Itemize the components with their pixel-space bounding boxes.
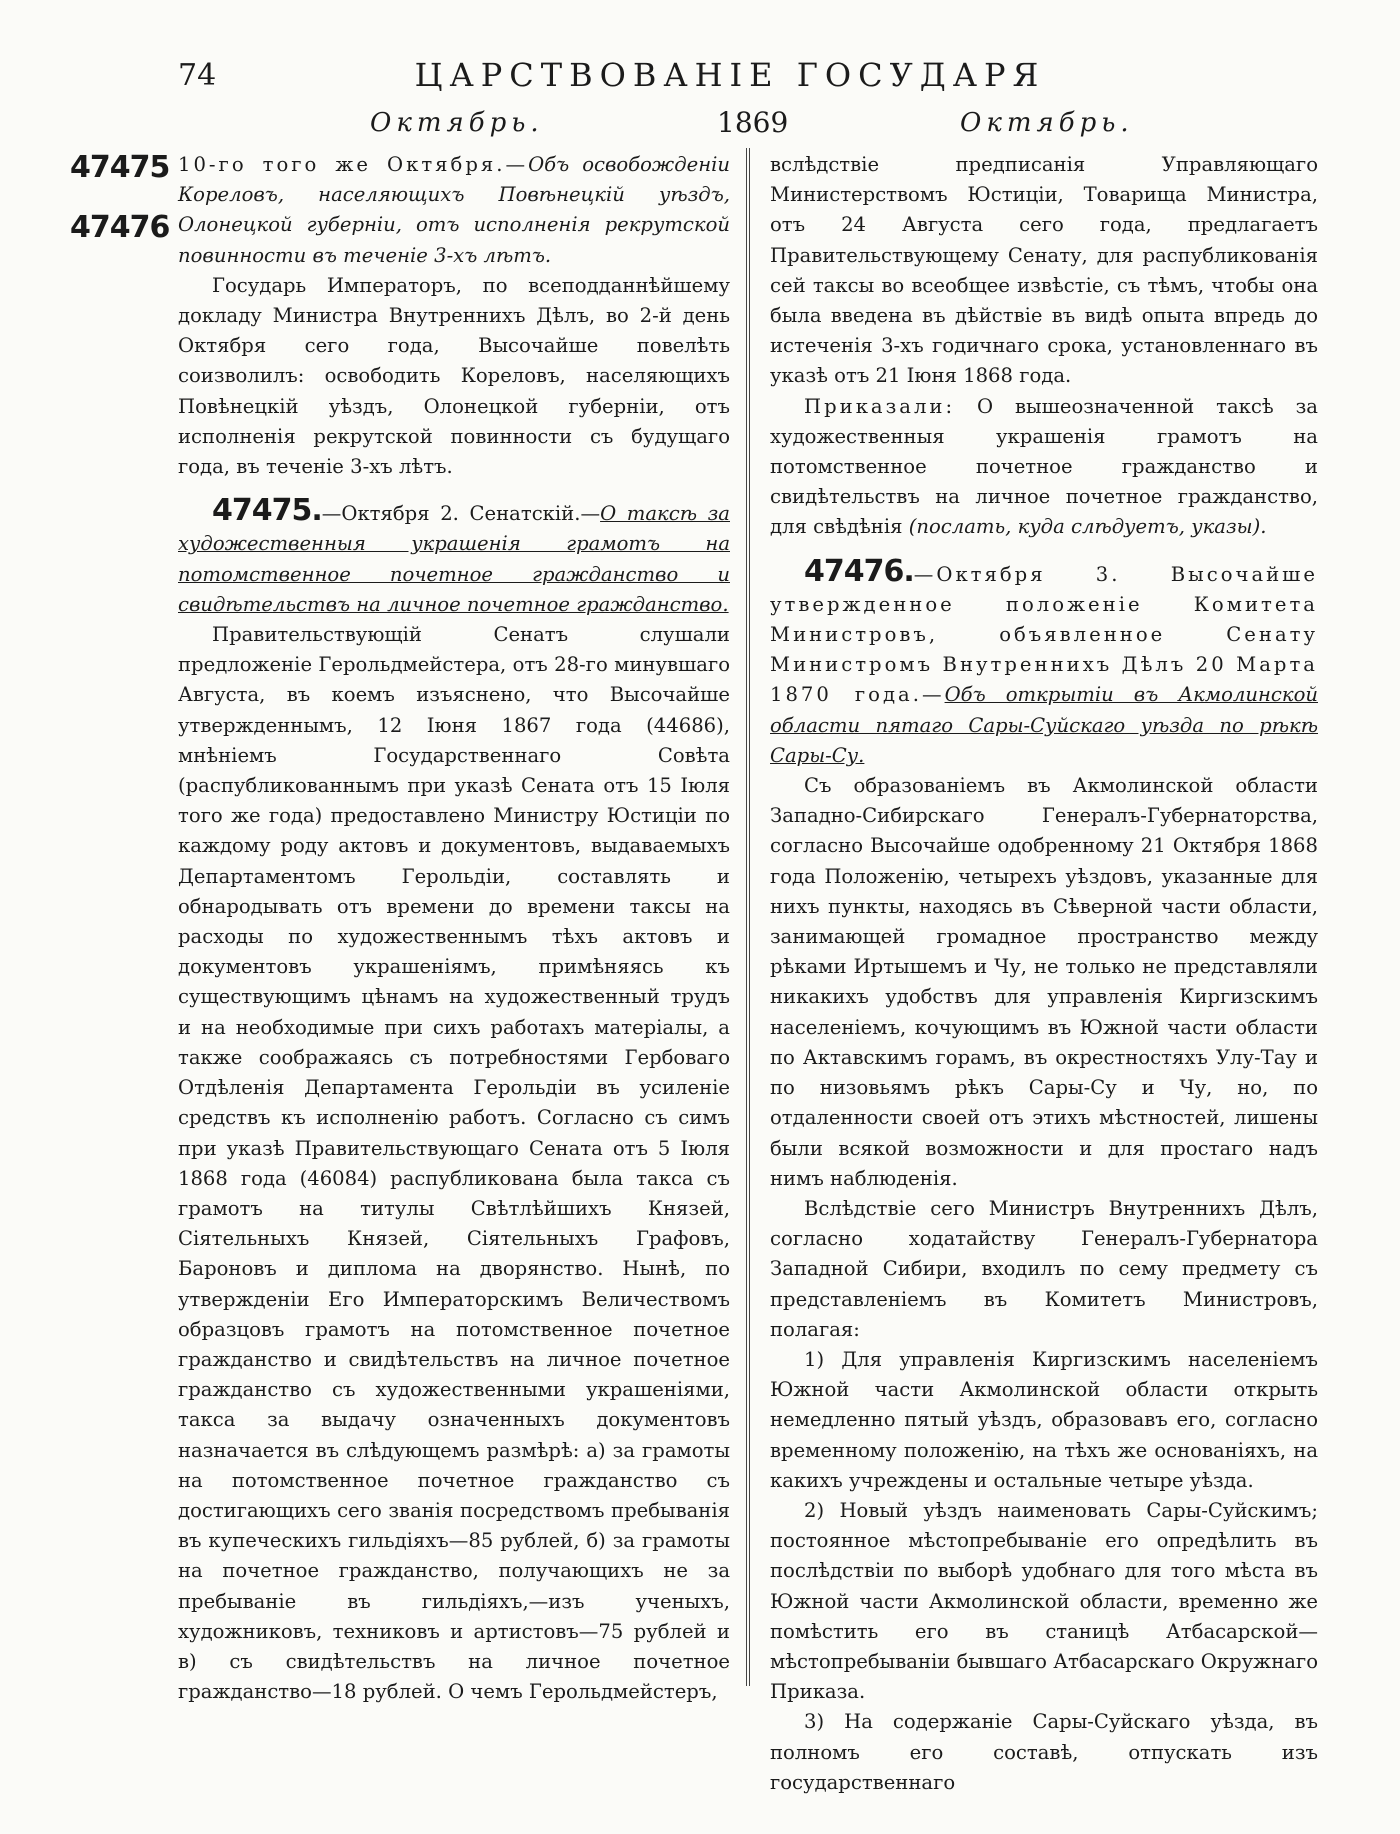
entry-body: 3) На содержаніе Сары-Суйскаго уѣзда, въ полномъ его составѣ, отпускать изъ государственнаго: [770, 1710, 1318, 1794]
entry-title: [178, 150, 730, 271]
margin-law-number: 47476: [70, 210, 170, 245]
entry-subject: Объ открытіи въ Акмолинской области пятаго Сары-Суйскаго уѣзда по рѣкѣ Сары-Су.: [770, 683, 1318, 767]
order-text: О вышеозначенной таксѣ за художественныя украшенія грамотъ на потомственное почетное гражданство и свидѣтельствъ на личное почетное гражданство, для свѣдѣнія: [770, 394, 1318, 539]
entry-body: Вслѣдствіе сего Министръ Внутреннихъ Дѣлъ, согласно ходатайству Генералъ-Губернатора Западной Сибири, входилъ по сему предмету съ представленіемъ въ Комитетъ Министровъ, полагая:: [770, 1196, 1318, 1341]
margin-law-number: 47475: [70, 150, 170, 185]
entry-date: —Октября 3. Высочайше утвержденное положеніе Комитета Министровъ, объявленное Сенату Министромъ Внутреннихъ Дѣлъ 20 Марта 1870 года.—: [770, 562, 1318, 707]
law-number: 47475.: [212, 493, 322, 529]
order-lead: Приказали:: [804, 394, 956, 418]
entry-date: 10-го того же Октября.—: [178, 153, 529, 176]
entry-title: [178, 493, 730, 620]
running-title: ЦАРСТВОВАНІЕ ГОСУДАРЯ: [414, 56, 1046, 94]
year: 1869: [717, 106, 789, 139]
order-note: (послать, куда слѣдуетъ, указы).: [908, 515, 1267, 539]
page-number: 74: [178, 58, 217, 93]
column-divider: [746, 148, 750, 1686]
entry-body: вслѣдствіе предписанія Управляющаго Министерствомъ Юстиціи, Товарища Министра, отъ 24 Августа сего года, предлагаетъ Правительствующему Сенату, для распубликованія сей таксы во всеобщее извѣстіе, съ тѣмъ, чтобы она была введена въ дѣйствіе въ видѣ опыта впредь до истеченія 3-хъ годичнаго срока, установленнаго въ указѣ отъ 21 Іюня 1868 года.: [770, 153, 1318, 388]
month-right: Октябрь.: [960, 108, 1134, 138]
law-number: 47476.: [804, 553, 914, 589]
entry-date: —Октября 2. Сенатскій.—: [321, 502, 601, 526]
entry-order: [770, 392, 1318, 543]
entry-subject: О таксѣ за художественныя украшенія грамотъ на потомственное почетное гражданство и свидѣтельствъ на личное почетное гражданство.: [178, 502, 730, 616]
right-column: [770, 150, 1318, 1798]
entry-title: [770, 553, 1318, 771]
left-column: [178, 150, 730, 1707]
entry-body: Правительствующій Сенатъ слушали предложеніе Герольдмейстера, отъ 28-го минувшаго Августа, въ коемъ изъяснено, что Высочайше утвержденнымъ, 12 Іюня 1867 года (44686), мнѣніемъ Государственнаго Совѣта (распубликованнымъ при указѣ Сената отъ 15 Іюля того же года) предоставлено Министру Юстиціи по каждому роду актовъ и документовъ, выдаваемыхъ Департаментомъ Герольдіи, составлять и обнародывать отъ времени до времени таксы на расходы по художественнымъ тѣхъ актовъ и документовъ украшеніямъ, примѣняясь къ существующимъ цѣнамъ на художественный трудъ и на необходимые при сихъ работахъ матеріалы, а также соображаясь съ потребностями Гербоваго Отдѣленія Департамента Герольдіи въ усиленіе средствъ къ исполненію работъ. Согласно съ симъ при указѣ Правительствующаго Сената отъ 5 Іюля 1868 года (46084) распубликована была такса съ грамотъ на титулы Свѣтлѣйшихъ Князей, Сіятельныхъ Князей, Сіятельныхъ Графовъ, Бароновъ и диплома на дворянство. Нынѣ, по утвержденіи Его Императорскимъ Величествомъ образцовъ грамотъ на потомственное почетное гражданство и свидѣтельствъ на личное почетное гражданство съ художественными украшеніями, такса за выдачу означенныхъ документовъ назначается въ слѣдующемъ размѣрѣ: а) за грамоты на потомственное почетное гражданство съ достигающихъ сего званія посредствомъ пребыванія въ купеческихъ гильдіяхъ—85 рублей, б) за грамоты на почетное гражданство, получающихъ не за пребываніе въ гильдіяхъ,—изъ ученыхъ, художниковъ, техниковъ и артистовъ—75 рублей и в) съ свидѣтельствъ на личное почетное гражданство—18 рублей. О чемъ Герольдмейстеръ,: [178, 623, 730, 1704]
entry-body: 1) Для управленія Киргизскимъ населеніемъ Южной части Акмолинской области открыть немедленно пятый уѣздъ, образовавъ его, согласно временному положенію, на тѣхъ же основаніяхъ, на какихъ учреждены и остальные четыре уѣзда.: [770, 1347, 1318, 1492]
entry-body: Съ образованіемъ въ Акмолинской области Западно-Сибирскаго Генералъ-Губернаторства, согласно Высочайше одобренному 21 Октября 1868 года Положенію, четырехъ уѣздовъ, указанные для нихъ пункты, находясь въ Сѣверной части области, занимающей громадное пространство между рѣками Иртышемъ и Чу, не только не представляли никакихъ удобствъ для управленія Киргизскимъ населеніемъ, кочующимъ въ Южной части области по Актавскимъ горамъ, въ окрестностяхъ Улу-Тау и по низовьямъ рѣкъ Сары-Су и Чу, но, по отдаленности своей отъ этихъ мѣстностей, лишены были всякой возможности и для простаго надъ нимъ наблюденія.: [770, 774, 1318, 1190]
entry-subject: Объ освобожденіи Кореловъ, населяющихъ Повѣнецкій уѣздъ, Олонецкой губерніи, отъ исполненія рекрутской повинности въ теченіе 3-хъ лѣтъ.: [178, 153, 730, 267]
month-left: Октябрь.: [370, 108, 544, 138]
entry-body: 2) Новый уѣздъ наименовать Сары-Суйскимъ; постоянное мѣстопребываніе его опредѣлить въ послѣдствіи по выборѣ удобнаго для того мѣста въ Южной части Акмолинской области, временно же помѣстить его въ станицѣ Атбасарской—мѣстопребываніи бывшаго Атбасарскаго Окружнаго Приказа.: [770, 1498, 1318, 1704]
entry-body: Государь Императоръ, по всеподданнѣйшему докладу Министра Внутреннихъ Дѣлъ, во 2-й день Октября сего года, Высочайше повелѣть соизволилъ: освободить Кореловъ, населяющихъ Повѣнецкій уѣздъ, Олонецкой губерніи, отъ исполненія рекрутской повинности съ будущаго года, въ теченіе 3-хъ лѣтъ.: [178, 273, 730, 479]
